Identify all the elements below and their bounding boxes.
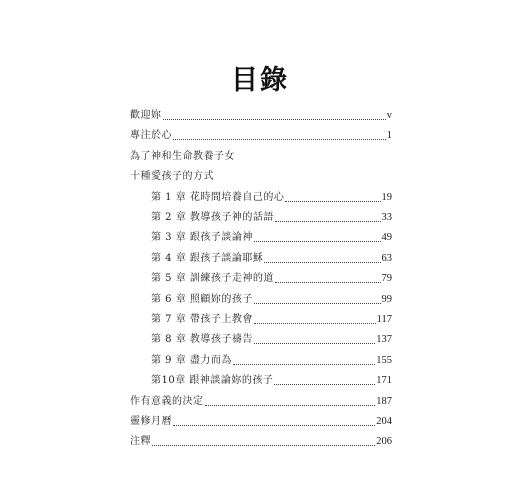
toc-entry-page: 155	[376, 354, 392, 366]
toc-entry	[151, 292, 392, 308]
toc-entry-page: 204	[376, 416, 392, 427]
toc-entry	[151, 251, 392, 267]
dot-leader	[205, 405, 376, 406]
toc-entry-page: 171	[376, 375, 392, 387]
toc-entry-label: 歡迎妳	[130, 110, 162, 121]
toc-entry-page: 137	[376, 334, 392, 346]
dot-leader	[233, 364, 375, 365]
toc-entry-page: 187	[376, 395, 392, 407]
toc-entry	[130, 128, 392, 144]
toc-entry	[151, 271, 392, 287]
toc-entry-label: 第 9 章 盡力而為	[151, 354, 232, 366]
toc-entry-page: 1	[386, 130, 392, 142]
dot-leader	[254, 343, 375, 344]
toc-entry-page: v	[386, 110, 392, 121]
toc-entry-label: 注釋	[130, 436, 151, 448]
toc-entry	[151, 312, 392, 328]
toc-entry	[151, 190, 392, 206]
toc-entry-label: 靈修月曆	[130, 416, 172, 427]
toc-entry-label: 第 4 章 跟孩子談論耶穌	[151, 252, 264, 264]
dot-leader	[285, 201, 380, 202]
toc-entry	[151, 210, 392, 226]
toc-entry	[130, 149, 235, 165]
toc-entry-label: 第 7 章 帶孩子上教會	[151, 314, 253, 325]
toc-entry-label: 第 2 章 教導孩子神的話語	[151, 212, 274, 223]
toc-entry-page: 79	[381, 273, 392, 285]
toc-entry-label: 專注於心	[130, 130, 172, 142]
toc-entry	[130, 414, 392, 430]
toc-entry-label: 作有意義的決定	[130, 395, 204, 407]
toc-entry-page: 206	[376, 436, 392, 448]
toc-entry-page: 49	[381, 232, 392, 244]
toc-entry-label: 第 3 章 跟孩子談論神	[151, 232, 253, 244]
toc-entry-page: 63	[381, 252, 392, 264]
dot-leader	[152, 445, 375, 446]
toc-entry	[151, 332, 392, 348]
toc-entry-label: 十種愛孩子的方式	[130, 171, 214, 183]
toc-entry	[130, 169, 214, 185]
toc-entry-label: 第 1 章 花時間培養自己的心	[151, 191, 285, 203]
dot-leader	[173, 425, 375, 426]
toc-entry-label: 第 6 章 照顧妳的孩子	[151, 293, 253, 305]
toc-entry-label: 為了神和生命教養子女	[130, 150, 235, 162]
toc-entry-label: 第 8 章 教導孩子禱告	[151, 334, 253, 346]
dot-leader	[163, 119, 386, 120]
dot-leader	[264, 262, 380, 263]
toc-entry	[151, 373, 392, 389]
dot-leader	[275, 221, 381, 222]
toc-entry-page: 33	[381, 212, 392, 223]
dot-leader	[254, 323, 376, 324]
page-title: 目錄	[231, 65, 289, 96]
dot-leader	[254, 241, 381, 242]
dot-leader	[275, 282, 381, 283]
toc-entry	[130, 108, 392, 124]
toc-entry-page: 117	[376, 314, 392, 325]
dot-leader	[274, 384, 375, 385]
dot-leader	[173, 139, 386, 140]
dot-leader	[254, 303, 381, 304]
toc-entry-page: 19	[381, 191, 392, 203]
toc-entry	[130, 394, 392, 410]
toc-entry	[151, 353, 392, 369]
toc-entry-label: 第10章 跟神談論妳的孩子	[151, 375, 274, 387]
toc-entry	[130, 434, 392, 450]
toc-entry-label: 第 5 章 訓練孩子走神的道	[151, 273, 274, 285]
toc-entry	[151, 230, 392, 246]
toc-entry-page: 99	[381, 293, 392, 305]
